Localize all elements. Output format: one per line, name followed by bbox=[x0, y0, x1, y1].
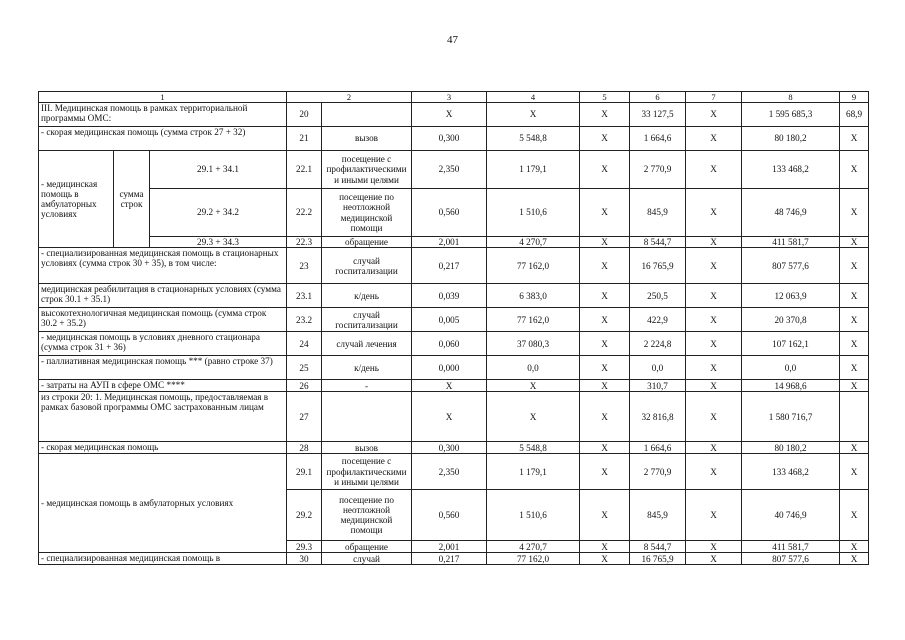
cell: 107 162,1 bbox=[742, 332, 840, 356]
cell: 133 468,2 bbox=[742, 454, 840, 490]
cell: 1 510,6 bbox=[487, 490, 580, 541]
table-row bbox=[39, 392, 869, 442]
cell: 0,060 bbox=[412, 332, 487, 356]
cell: 0,560 bbox=[412, 490, 487, 541]
cell: 0,300 bbox=[412, 442, 487, 454]
header-cell: 1 bbox=[39, 92, 287, 103]
cell: Х bbox=[580, 127, 630, 151]
cell: 32 816,8 bbox=[630, 392, 686, 442]
cell: 8 544,7 bbox=[630, 541, 686, 553]
cell: 33 127,5 bbox=[630, 103, 686, 127]
cell: 2 770,9 bbox=[630, 151, 686, 189]
header-cell: 3 bbox=[412, 92, 487, 103]
row-number: 25 bbox=[287, 356, 322, 380]
cell: Х bbox=[580, 103, 630, 127]
row-number: 30 bbox=[287, 553, 322, 565]
row-label: - специализированная медицинская помощь в стационарных условиях (сумма строк 30 + 35), в том числе: bbox=[39, 248, 287, 284]
cell: 0,039 bbox=[412, 284, 487, 308]
cell: 0,0 bbox=[487, 356, 580, 380]
cell: 0,217 bbox=[412, 248, 487, 284]
cell: 1 580 716,7 bbox=[742, 392, 840, 442]
cell: Х bbox=[840, 308, 869, 332]
cell: 807 577,6 bbox=[742, 553, 840, 565]
table-row bbox=[39, 103, 869, 127]
table-row bbox=[39, 127, 869, 151]
cell: Х bbox=[686, 284, 742, 308]
cell: Х bbox=[686, 237, 742, 248]
row-number: 23 bbox=[287, 248, 322, 284]
cell: Х bbox=[580, 541, 630, 553]
row-number: 22.2 bbox=[287, 189, 322, 237]
row-number: 21 bbox=[287, 127, 322, 151]
cell: Х bbox=[686, 103, 742, 127]
cell: 250,5 bbox=[630, 284, 686, 308]
cell: Х bbox=[840, 127, 869, 151]
cell: 77 162,0 bbox=[487, 308, 580, 332]
unit-cell: обращение bbox=[322, 541, 412, 553]
cell: Х bbox=[840, 553, 869, 565]
cell: Х bbox=[840, 189, 869, 237]
unit-cell: вызов bbox=[322, 442, 412, 454]
cell: Х bbox=[686, 248, 742, 284]
table-row bbox=[39, 356, 869, 380]
cell: 5 548,8 bbox=[487, 442, 580, 454]
cell: 1 179,1 bbox=[487, 151, 580, 189]
cell: 422,9 bbox=[630, 308, 686, 332]
row-number: 29.3 bbox=[287, 541, 322, 553]
cell: Х bbox=[487, 392, 580, 442]
cell: Х bbox=[686, 189, 742, 237]
row-label: - медицинская помощь в амбулаторных условиях bbox=[39, 454, 287, 553]
cell: Х bbox=[686, 356, 742, 380]
sum-label: сумма строк bbox=[114, 151, 150, 248]
cell: Х bbox=[580, 237, 630, 248]
header-cell: 4 bbox=[487, 92, 580, 103]
header-cell: 5 bbox=[580, 92, 630, 103]
row-label: - затраты на АУП в сфере ОМС **** bbox=[39, 380, 287, 392]
row-label: - медицинская помощь в амбулаторных условиях bbox=[39, 151, 114, 248]
row-number: 29.1 bbox=[287, 454, 322, 490]
header-cell: 2 bbox=[287, 92, 412, 103]
cell: Х bbox=[840, 237, 869, 248]
cell: Х bbox=[686, 151, 742, 189]
unit-cell: обращение bbox=[322, 237, 412, 248]
cell: Х bbox=[686, 308, 742, 332]
unit-cell: случай госпитализации bbox=[322, 248, 412, 284]
cell: 845,9 bbox=[630, 189, 686, 237]
formula-cell: 29.2 + 34.2 bbox=[150, 189, 287, 237]
header-cell: 9 bbox=[840, 92, 869, 103]
cell: 0,005 bbox=[412, 308, 487, 332]
cell: Х bbox=[840, 490, 869, 541]
row-label: - скорая медицинская помощь (сумма строк 27 + 32) bbox=[39, 127, 287, 151]
cell: Х bbox=[580, 308, 630, 332]
cell: Х bbox=[580, 553, 630, 565]
cell: 1 595 685,3 bbox=[742, 103, 840, 127]
row-label: медицинская реабилитация в стационарных условиях (сумма строк 30.1 + 35.1) bbox=[39, 284, 287, 308]
cell: 40 746,9 bbox=[742, 490, 840, 541]
table-row bbox=[39, 442, 869, 454]
cell bbox=[840, 392, 869, 442]
row-label: - медицинская помощь в условиях дневного стационара (сумма строк 31 + 36) bbox=[39, 332, 287, 356]
cell: Х bbox=[487, 380, 580, 392]
cell: Х bbox=[580, 392, 630, 442]
row-label: - специализированная медицинская помощь в bbox=[39, 553, 287, 565]
cell: Х bbox=[686, 127, 742, 151]
cell: Х bbox=[580, 356, 630, 380]
cell: 1 664,6 bbox=[630, 442, 686, 454]
unit-cell: случай bbox=[322, 553, 412, 565]
cell: 80 180,2 bbox=[742, 442, 840, 454]
formula-cell: 29.3 + 34.3 bbox=[150, 237, 287, 248]
cell: 133 468,2 bbox=[742, 151, 840, 189]
cell: Х bbox=[686, 380, 742, 392]
cell: Х bbox=[840, 332, 869, 356]
cell: Х bbox=[412, 392, 487, 442]
table-row bbox=[39, 284, 869, 308]
table-row bbox=[39, 454, 869, 490]
cell: Х bbox=[580, 151, 630, 189]
row-number: 24 bbox=[287, 332, 322, 356]
header-cell: 8 bbox=[742, 92, 840, 103]
cell: 0,300 bbox=[412, 127, 487, 151]
row-number: 26 bbox=[287, 380, 322, 392]
cell: 2,350 bbox=[412, 454, 487, 490]
unit-cell: к/день bbox=[322, 284, 412, 308]
row-label: из строки 20: 1. Медицинская помощь, предоставляемая в рамках базовой программы ОМС застрахованным лицам bbox=[39, 392, 287, 442]
cell: 1 510,6 bbox=[487, 189, 580, 237]
table-row bbox=[39, 553, 869, 565]
cell: Х bbox=[412, 380, 487, 392]
cell: 310,7 bbox=[630, 380, 686, 392]
unit-cell: - bbox=[322, 380, 412, 392]
cell: 4 270,7 bbox=[487, 237, 580, 248]
cell: Х bbox=[840, 454, 869, 490]
row-number: 29.2 bbox=[287, 490, 322, 541]
cell: Х bbox=[580, 442, 630, 454]
cell: Х bbox=[580, 248, 630, 284]
cell: 12 063,9 bbox=[742, 284, 840, 308]
cell: 14 968,6 bbox=[742, 380, 840, 392]
cell: 411 581,7 bbox=[742, 237, 840, 248]
cell: Х bbox=[840, 541, 869, 553]
cell: Х bbox=[686, 541, 742, 553]
unit-cell: случай лечения bbox=[322, 332, 412, 356]
cell: 1 179,1 bbox=[487, 454, 580, 490]
cell: 16 765,9 bbox=[630, 248, 686, 284]
header-cell: 6 bbox=[630, 92, 686, 103]
cell: 48 746,9 bbox=[742, 189, 840, 237]
cell: Х bbox=[840, 248, 869, 284]
cell: 0,0 bbox=[630, 356, 686, 380]
cell: Х bbox=[686, 490, 742, 541]
cell: 5 548,8 bbox=[487, 127, 580, 151]
row-number: 27 bbox=[287, 392, 322, 442]
table-row bbox=[39, 248, 869, 284]
row-label: III. Медицинская помощь в рамках территориальной программы ОМС: bbox=[39, 103, 287, 127]
cell: Х bbox=[686, 553, 742, 565]
cell: 20 370,8 bbox=[742, 308, 840, 332]
unit-cell bbox=[322, 103, 412, 127]
cell: 0,560 bbox=[412, 189, 487, 237]
financing-table bbox=[38, 91, 869, 565]
row-number: 22.3 bbox=[287, 237, 322, 248]
table-row bbox=[39, 308, 869, 332]
row-label: - скорая медицинская помощь bbox=[39, 442, 287, 454]
cell: 2,001 bbox=[412, 237, 487, 248]
unit-cell: посещение с профилактическими и иными целями bbox=[322, 454, 412, 490]
cell: Х bbox=[580, 380, 630, 392]
cell: 6 383,0 bbox=[487, 284, 580, 308]
cell: 1 664,6 bbox=[630, 127, 686, 151]
cell: Х bbox=[840, 151, 869, 189]
cell: 16 765,9 bbox=[630, 553, 686, 565]
unit-cell: посещение по неотложной медицинской помощи bbox=[322, 490, 412, 541]
cell: Х bbox=[580, 284, 630, 308]
cell: Х bbox=[840, 442, 869, 454]
cell: Х bbox=[840, 284, 869, 308]
row-number: 23.2 bbox=[287, 308, 322, 332]
cell: 2,350 bbox=[412, 151, 487, 189]
cell: Х bbox=[487, 103, 580, 127]
cell: Х bbox=[686, 454, 742, 490]
unit-cell: вызов bbox=[322, 127, 412, 151]
row-number: 20 bbox=[287, 103, 322, 127]
cell: Х bbox=[840, 356, 869, 380]
cell: Х bbox=[686, 332, 742, 356]
cell: Х bbox=[580, 332, 630, 356]
cell: 77 162,0 bbox=[487, 553, 580, 565]
row-label: высокотехнологичная медицинская помощь (сумма строк 30.2 + 35.2) bbox=[39, 308, 287, 332]
unit-cell: посещение с профилактическими и иными целями bbox=[322, 151, 412, 189]
table-row bbox=[39, 380, 869, 392]
cell: 80 180,2 bbox=[742, 127, 840, 151]
cell: Х bbox=[580, 189, 630, 237]
cell: Х bbox=[412, 103, 487, 127]
cell: 4 270,7 bbox=[487, 541, 580, 553]
cell: Х bbox=[580, 490, 630, 541]
table-row bbox=[39, 189, 869, 237]
cell: 0,000 bbox=[412, 356, 487, 380]
cell: 77 162,0 bbox=[487, 248, 580, 284]
unit-cell bbox=[322, 392, 412, 442]
formula-cell: 29.1 + 34.1 bbox=[150, 151, 287, 189]
unit-cell: случай госпитализации bbox=[322, 308, 412, 332]
cell: 0,217 bbox=[412, 553, 487, 565]
row-label: - паллиативная медицинская помощь *** (равно строке 37) bbox=[39, 356, 287, 380]
unit-cell: посещение по неотложной медицинской помощи bbox=[322, 189, 412, 237]
table-row bbox=[39, 237, 869, 248]
cell: 37 080,3 bbox=[487, 332, 580, 356]
header-cell: 7 bbox=[686, 92, 742, 103]
cell: 0,0 bbox=[742, 356, 840, 380]
row-number: 23.1 bbox=[287, 284, 322, 308]
page-number: 47 bbox=[447, 34, 458, 46]
cell: Х bbox=[840, 380, 869, 392]
cell: Х bbox=[686, 392, 742, 442]
cell: 807 577,6 bbox=[742, 248, 840, 284]
row-number: 28 bbox=[287, 442, 322, 454]
table-row bbox=[39, 332, 869, 356]
cell: 2,001 bbox=[412, 541, 487, 553]
header-row bbox=[39, 92, 869, 103]
table-row bbox=[39, 151, 869, 189]
cell: 2 224,8 bbox=[630, 332, 686, 356]
cell: 8 544,7 bbox=[630, 237, 686, 248]
row-number: 22.1 bbox=[287, 151, 322, 189]
cell: Х bbox=[686, 442, 742, 454]
cell: Х bbox=[580, 454, 630, 490]
unit-cell: к/день bbox=[322, 356, 412, 380]
cell: 2 770,9 bbox=[630, 454, 686, 490]
cell: 845,9 bbox=[630, 490, 686, 541]
cell: 411 581,7 bbox=[742, 541, 840, 553]
cell: 68,9 bbox=[840, 103, 869, 127]
